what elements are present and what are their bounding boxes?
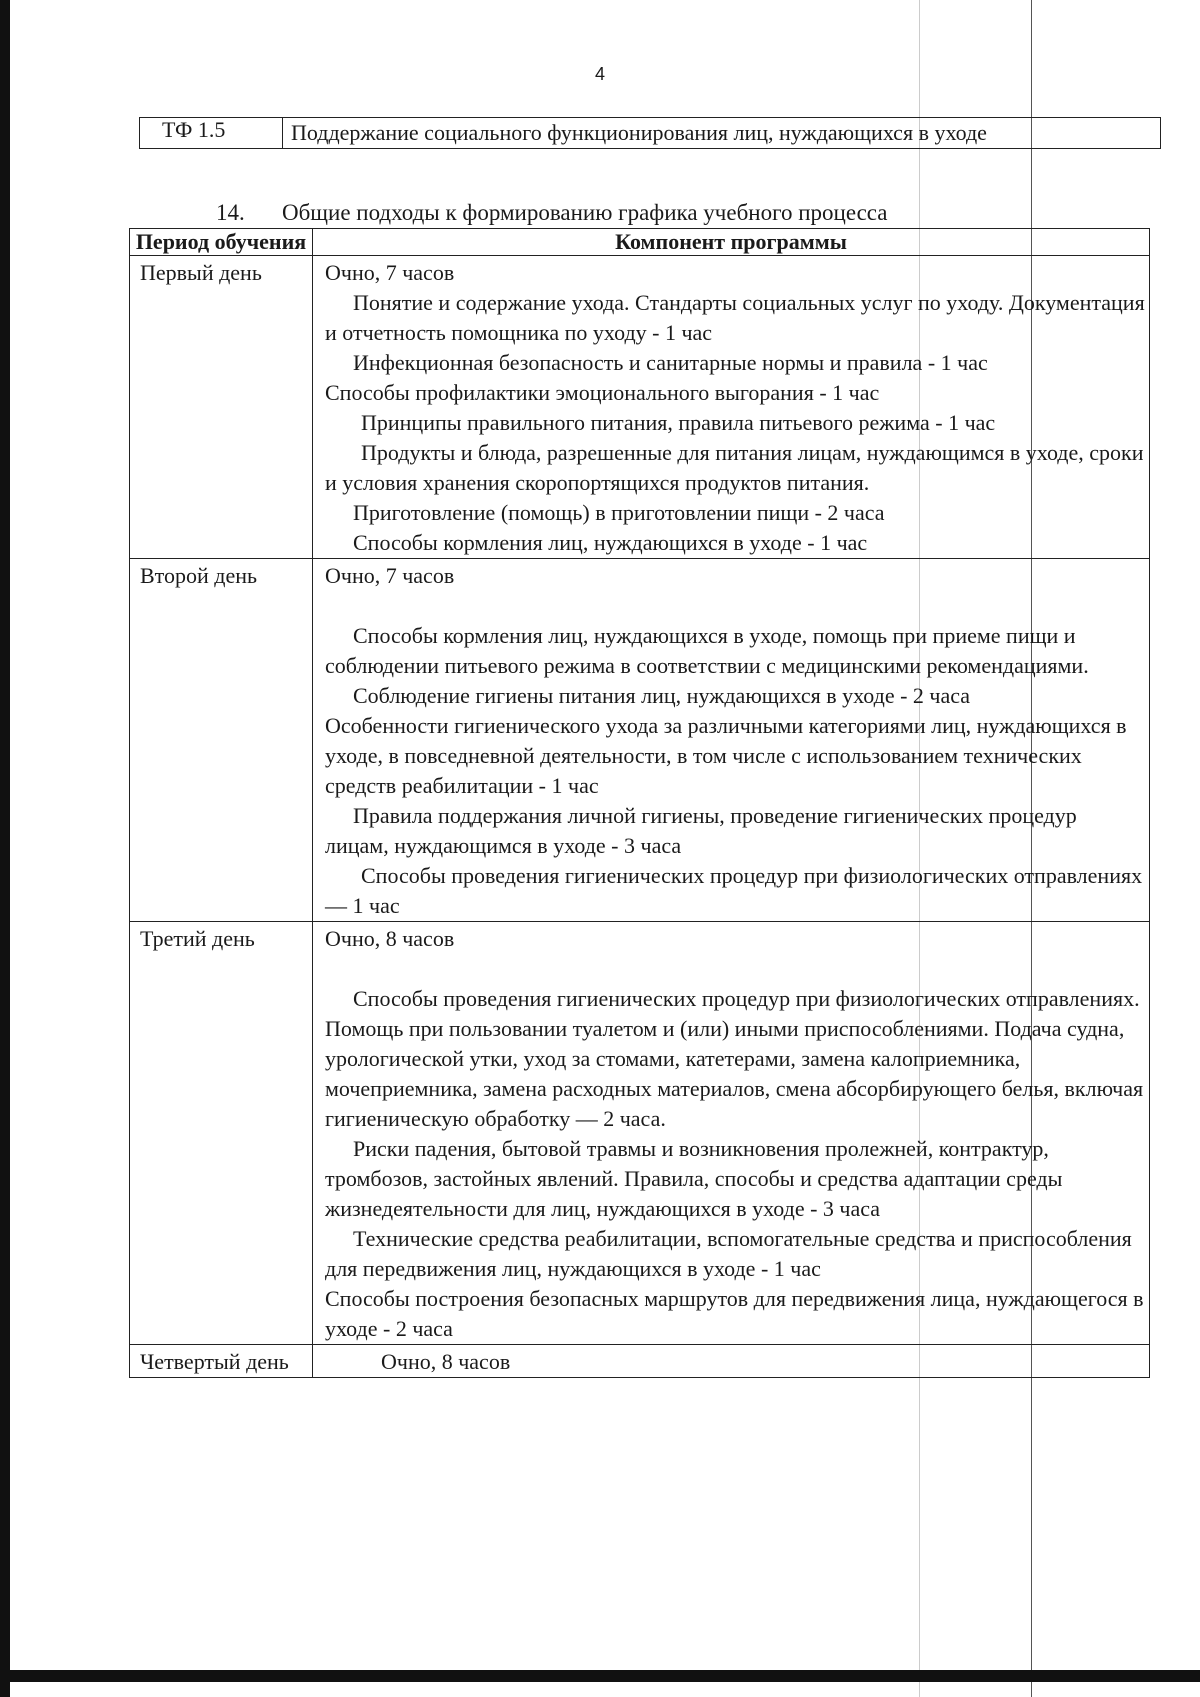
mode-label: Очно, 7 часов <box>325 563 455 588</box>
section-heading <box>216 200 888 226</box>
table-row <box>130 1345 1150 1378</box>
component-cell <box>313 1345 1150 1378</box>
program-item: Способы проведения гигиенических процедур при физиологических отправлениях. Помощь при пользовании туалетом и (или) иными приспособлениями. Подача судна, урологической утки, уход за стомами, катетерами, замена калоприемника, мочеприемника, замена расходных материалов, смена абсорбирующего белья, включая гигиеническую обработку — 2 часа. <box>325 986 1144 1131</box>
program-item: Риски падения, бытовой травмы и возникновения пролежней, контрактур, тромбозов, застойных явлений. Правила, способы и средства адаптации среды жизнедеятельности для лиц, нуждающихся в уходе - 3 часа <box>325 1136 1063 1221</box>
mode-label: Очно, 7 часов <box>325 260 455 285</box>
program-item: Приготовление (помощь) в приготовлении пищи - 2 часа <box>353 500 885 525</box>
program-item: Понятие и содержание ухода. Стандарты социальных услуг по уходу. Документация и отчетность помощника по уходу - 1 час <box>325 290 1145 345</box>
mode-label: Очно, 8 часов <box>325 926 455 951</box>
program-item: Особенности гигиенического ухода за различными категориями лиц, нуждающихся в уходе, в повседневной деятельности, в том числе с использованием технических средств реабилитации - 1 час <box>325 713 1127 798</box>
table-row <box>130 559 1150 922</box>
program-item: Правила поддержания личной гигиены, проведение гигиенических процедур лицам, нуждающимся в уходе - 3 часа <box>325 803 1077 858</box>
period-cell: Первый день <box>130 256 313 559</box>
component-cell <box>313 256 1150 559</box>
program-item: Соблюдение гигиены питания лиц, нуждающихся в уходе - 2 часа <box>353 683 971 708</box>
component-cell <box>313 559 1150 922</box>
blank-line <box>325 591 1145 621</box>
program-item: Принципы правильного питания, правила питьевого режима - 1 час <box>361 410 996 435</box>
program-item: Технические средства реабилитации, вспомогательные средства и приспособления для передвижения лиц, нуждающихся в уходе - 1 час <box>325 1226 1132 1281</box>
program-item: Способы проведения гигиенических процедур при физиологических отправлениях — 1 час <box>325 863 1143 918</box>
period-cell: Третий день <box>130 922 313 1345</box>
program-item: Способы кормления лиц, нуждающихся в уходе - 1 час <box>353 530 868 555</box>
table-header-row <box>130 229 1150 256</box>
tf-description: Поддержание социального функционирования лиц, нуждающихся в уходе <box>283 118 1161 149</box>
table-row <box>130 922 1150 1345</box>
blank-line <box>325 954 1145 984</box>
component-cell <box>313 922 1150 1345</box>
period-cell: Четвертый день <box>130 1345 313 1378</box>
page-number: 4 <box>594 64 605 84</box>
column-header-component: Компонент программы <box>313 229 1150 256</box>
column-header-period: Период обучения <box>130 229 313 256</box>
section-number: 14. <box>216 200 245 225</box>
program-item: Инфекционная безопасность и санитарные нормы и правила - 1 час <box>353 350 988 375</box>
table-row <box>140 118 1161 149</box>
program-item: Продукты и блюда, разрешенные для питания лицам, нуждающимся в уходе, сроки и условия хранения скоропортящихся продуктов питания. <box>325 440 1144 495</box>
scan-border-left <box>0 0 10 1697</box>
table-row <box>130 256 1150 559</box>
program-item: Способы кормления лиц, нуждающихся в уходе, помощь при приеме пищи и соблюдении питьевого режима в соответствии с медицинскими рекомендациями. <box>325 623 1089 678</box>
tf-code: ТФ 1.5 <box>140 118 283 149</box>
tf-table <box>139 117 1161 149</box>
schedule-table <box>129 228 1150 1378</box>
section-title: Общие подходы к формированию графика учебного процесса <box>282 200 888 225</box>
mode-label: Очно, 8 часов <box>381 1349 511 1374</box>
scan-border-bottom <box>0 1670 1200 1682</box>
program-item: Способы построения безопасных маршрутов для передвижения лица, нуждающегося в уходе - 2 часа <box>325 1286 1144 1341</box>
period-cell: Второй день <box>130 559 313 922</box>
program-item: Способы профилактики эмоционального выгорания - 1 час <box>325 380 880 405</box>
